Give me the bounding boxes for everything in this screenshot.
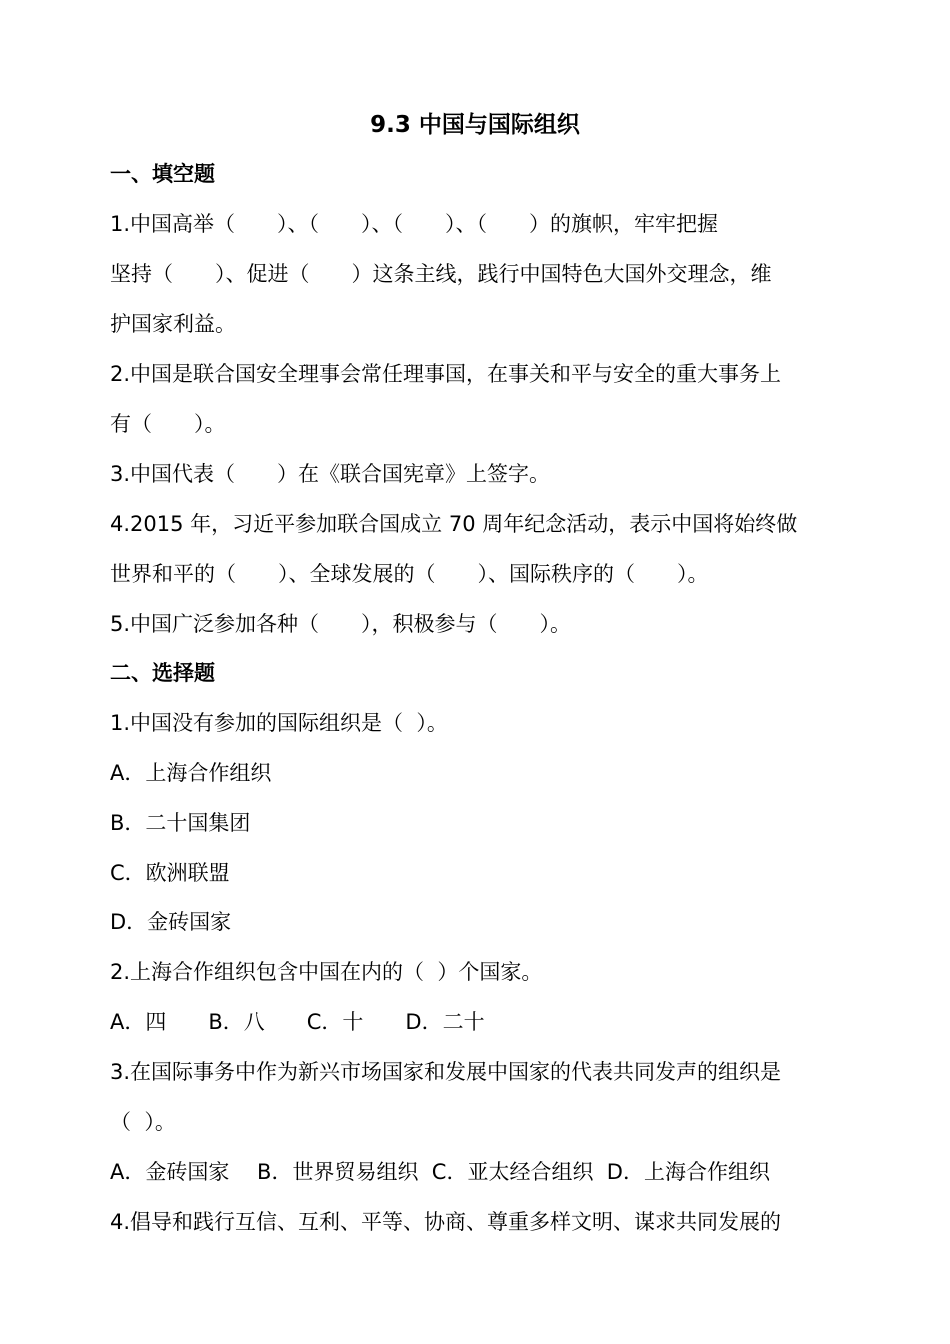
fill-question-1-line-2: 坚持（ ）、促进（ ）这条主线，践行中国特色大国外交理念，维 xyxy=(110,262,772,286)
fill-question-1-line-1: 1.中国高举（ ）、（ ）、（ ）、（ ）的旗帜，牢牢把握 xyxy=(110,212,719,236)
section-heading-multiple-choice: 二、选择题 xyxy=(110,661,215,685)
choice-question-1-option-d: D．金砖国家 xyxy=(110,910,232,934)
choice-question-1-option-b: B．二十国集团 xyxy=(110,811,251,835)
fill-question-4-line-1: 4.2015 年，习近平参加联合国成立 70 周年纪念活动，表示中国将始终做 xyxy=(110,512,798,536)
fill-question-2-line-2: 有（ ）。 xyxy=(110,412,226,436)
page-title: 9.3 中国与国际组织 xyxy=(370,112,580,138)
choice-question-3-line-1: 3.在国际事务中作为新兴市场国家和发展中国家的代表共同发声的组织是 xyxy=(110,1060,782,1084)
choice-question-2-stem: 2.上海合作组织包含中国在内的（ ）个国家。 xyxy=(110,960,543,984)
fill-question-5-line-1: 5.中国广泛参加各种（ ），积极参与（ ）。 xyxy=(110,612,572,636)
choice-question-3-options: A．金砖国家 B．世界贸易组织 C．亚太经合组织 D．上海合作组织 xyxy=(110,1160,770,1184)
section-heading-fill-in: 一、填空题 xyxy=(110,162,215,186)
fill-question-3-line-1: 3.中国代表（ ）在《联合国宪章》上签字。 xyxy=(110,462,551,486)
choice-question-3-line-2: （ ）。 xyxy=(110,1110,176,1134)
fill-question-4-line-2: 世界和平的（ ）、全球发展的（ ）、国际秩序的（ ）。 xyxy=(110,562,709,586)
choice-question-1-stem: 1.中国没有参加的国际组织是（ ）。 xyxy=(110,711,448,735)
choice-question-2-options: A．四 B．八 C．十 D．二十 xyxy=(110,1010,485,1034)
choice-question-1-option-c: C．欧洲联盟 xyxy=(110,861,230,885)
fill-question-1-line-3: 护国家利益。 xyxy=(110,312,236,336)
fill-question-2-line-1: 2.中国是联合国安全理事会常任理事国，在事关和平与安全的重大事务上 xyxy=(110,362,782,386)
choice-question-1-option-a: A．上海合作组织 xyxy=(110,761,272,785)
choice-question-4-line-1: 4.倡导和践行互信、互利、平等、协商、尊重多样文明、谋求共同发展的 xyxy=(110,1210,782,1234)
